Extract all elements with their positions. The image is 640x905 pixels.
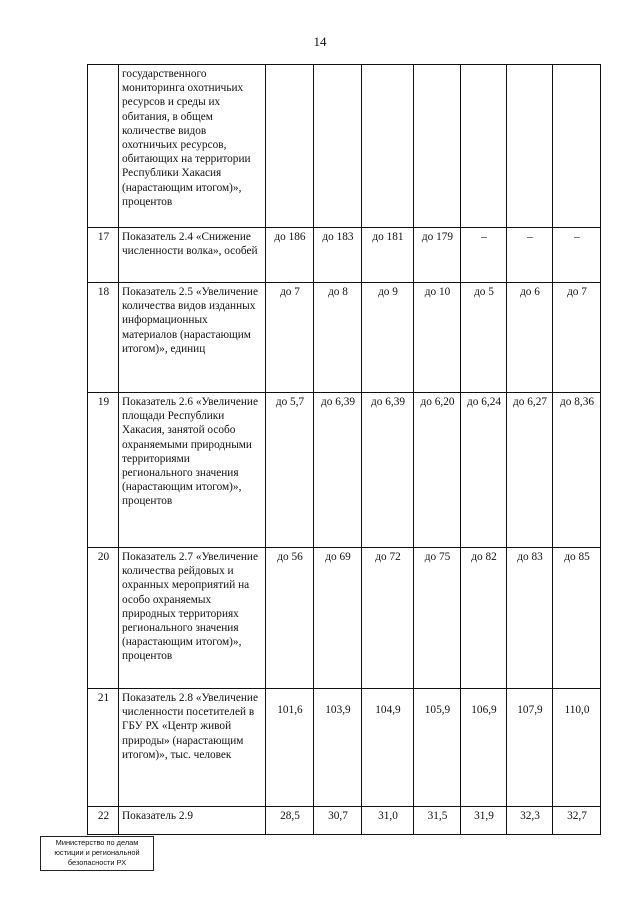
- row-number: 17: [88, 228, 119, 283]
- indicator-value: –: [553, 228, 601, 283]
- indicator-value: [266, 65, 314, 228]
- indicator-value: [362, 65, 414, 228]
- page-number: 14: [313, 34, 327, 49]
- table-row: [88, 283, 601, 393]
- indicators-table: [87, 64, 601, 835]
- row-number: 21: [88, 689, 119, 807]
- indicator-description: Показатель 2.5 «Увеличение количества видов изданных информационных материалов (нарастающим итогом)», единиц: [119, 283, 266, 393]
- indicator-value: до 83: [507, 548, 553, 689]
- table-row: [88, 65, 601, 228]
- indicator-value: до 186: [266, 228, 314, 283]
- indicator-value: 105,9: [414, 689, 461, 807]
- row-number: 18: [88, 283, 119, 393]
- table-row: [88, 807, 601, 835]
- indicator-description: Показатель 2.4 «Снижение численности волка», особей: [119, 228, 266, 283]
- indicator-value: 110,0: [553, 689, 601, 807]
- indicator-value: до 8,36: [553, 393, 601, 548]
- indicator-value: до 6: [507, 283, 553, 393]
- indicator-value: до 6,20: [414, 393, 461, 548]
- indicator-value: до 9: [362, 283, 414, 393]
- indicator-value: до 6,27: [507, 393, 553, 548]
- indicator-value: до 6,24: [461, 393, 507, 548]
- indicator-description: государственного мониторинга охотничьих ресурсов и среды их обитания, в общем количестве видов охотничьих ресурсов, обитающих на территории Республики Хакасия (нарастающим итогом)», процентов: [119, 65, 266, 228]
- indicator-value: до 75: [414, 548, 461, 689]
- indicator-value: до 6,39: [314, 393, 362, 548]
- indicator-value: до 69: [314, 548, 362, 689]
- indicator-value: 31,0: [362, 807, 414, 835]
- indicator-value: [507, 65, 553, 228]
- table-row: [88, 689, 601, 807]
- indicator-value: до 7: [553, 283, 601, 393]
- indicator-value: до 56: [266, 548, 314, 689]
- indicator-value: 101,6: [266, 689, 314, 807]
- indicator-description: Показатель 2.9: [119, 807, 266, 835]
- row-number: [88, 65, 119, 228]
- stamp-line-2: юстиции и региональной: [54, 848, 140, 857]
- indicator-value: 31,9: [461, 807, 507, 835]
- indicator-value: [461, 65, 507, 228]
- indicator-value: до 5,7: [266, 393, 314, 548]
- indicator-value: 30,7: [314, 807, 362, 835]
- indicator-value: 32,3: [507, 807, 553, 835]
- table-row: [88, 548, 601, 689]
- indicator-description: Показатель 2.7 «Увеличение количества рейдовых и охранных мероприятий на особо охраняемых природных территориях регионального значения (нарастающим итогом)», процентов: [119, 548, 266, 689]
- indicator-value: 31,5: [414, 807, 461, 835]
- indicator-value: до 8: [314, 283, 362, 393]
- table-body: [88, 65, 601, 835]
- indicator-description: Показатель 2.8 «Увеличение численности посетителей в ГБУ РХ «Центр живой природы» (нарастающим итогом)», тыс. человек: [119, 689, 266, 807]
- indicator-value: 103,9: [314, 689, 362, 807]
- table-row: [88, 228, 601, 283]
- indicator-value: до 183: [314, 228, 362, 283]
- indicator-value: до 5: [461, 283, 507, 393]
- indicator-value: до 10: [414, 283, 461, 393]
- row-number: 19: [88, 393, 119, 548]
- indicator-value: до 181: [362, 228, 414, 283]
- stamp-line-1: Министерство по делам: [55, 838, 139, 847]
- indicator-value: [414, 65, 461, 228]
- indicator-value: до 72: [362, 548, 414, 689]
- indicator-value: [553, 65, 601, 228]
- row-number: 22: [88, 807, 119, 835]
- stamp-line-3: безопасности РХ: [67, 858, 127, 867]
- indicator-value: 106,9: [461, 689, 507, 807]
- indicator-value: до 6,39: [362, 393, 414, 548]
- indicator-value: –: [461, 228, 507, 283]
- row-number: 20: [88, 548, 119, 689]
- indicator-value: до 85: [553, 548, 601, 689]
- indicator-description: Показатель 2.6 «Увеличение площади Республики Хакасия, занятой особо охраняемыми природными территориями регионального значения (нарастающим итогом)», процентов: [119, 393, 266, 548]
- indicator-value: 28,5: [266, 807, 314, 835]
- table-row: [88, 393, 601, 548]
- indicator-value: 104,9: [362, 689, 414, 807]
- ministry-stamp: [40, 836, 154, 871]
- indicator-value: [314, 65, 362, 228]
- indicator-value: до 179: [414, 228, 461, 283]
- indicator-value: 107,9: [507, 689, 553, 807]
- indicator-value: –: [507, 228, 553, 283]
- indicator-value: до 82: [461, 548, 507, 689]
- indicator-value: до 7: [266, 283, 314, 393]
- indicator-value: 32,7: [553, 807, 601, 835]
